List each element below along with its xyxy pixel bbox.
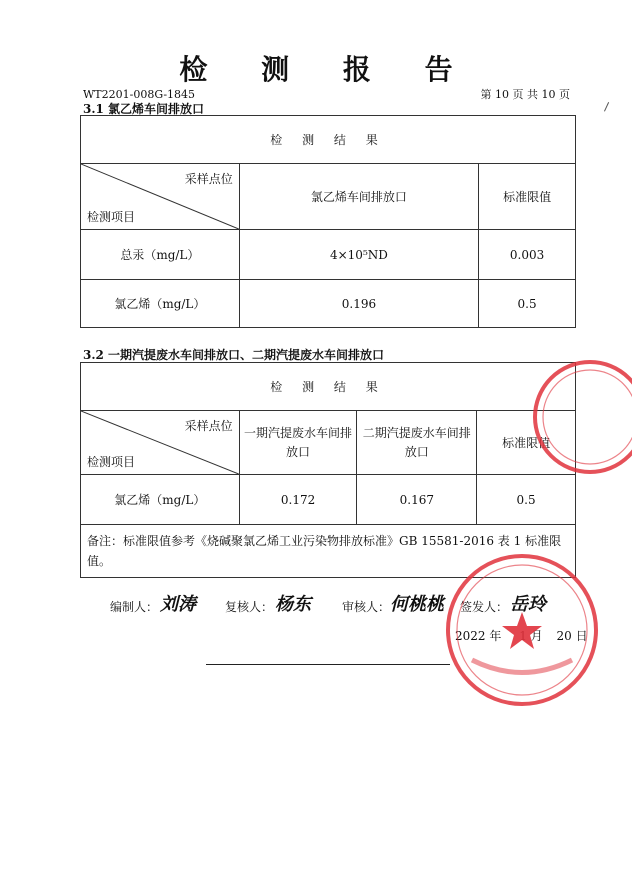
reviewer-label: 复核人： (225, 600, 274, 614)
partial-stamp-seal (500, 355, 632, 480)
test-item-label: 检测项目 (87, 455, 136, 469)
limit-column-header: 标准限值 (477, 411, 576, 475)
site1-column-header: 一期汽提废水车间排放口 (239, 411, 357, 475)
section-1-title: 3.1 氯乙烯车间排放口 (83, 102, 205, 116)
section-2-title: 3.2 一期汽提废水车间排放口、二期汽提废水车间排放口 (83, 348, 385, 362)
editor-signature: 刘涛 (160, 594, 196, 615)
report-number: WT2201-008G-1845 (83, 88, 196, 101)
page-number: 第 10 页 共 10 页 (480, 88, 570, 101)
date-month-unit: 月 (530, 629, 543, 643)
date-year-unit: 年 (489, 629, 502, 643)
site-column-header: 氯乙烯车间排放口 (239, 164, 478, 230)
sampling-point-label: 采样点位 (184, 172, 233, 186)
date-year: 2022 (455, 629, 486, 643)
table-row (81, 475, 576, 525)
auditor-label: 审核人： (342, 600, 391, 614)
item-cell: 氯乙烯（mg/L） (81, 280, 240, 328)
issuer-signature: 岳玲 (510, 594, 546, 615)
page-title: 检 测 报 告 (179, 53, 475, 86)
issuer-label: 签发人： (460, 600, 509, 614)
results-header: 检 测 结 果 (81, 363, 576, 411)
results-table-1 (80, 115, 576, 328)
reviewer-signature: 杨东 (275, 594, 311, 615)
editor-label: 编制人： (110, 600, 159, 614)
scan-mark (604, 102, 610, 112)
remarks-note: 备注：标准限值参考《烧碱聚氯乙烯工业污染物排放标准》GB 15581-2016 表 1 标准限值。 (81, 525, 576, 578)
limit-cell: 0.5 (477, 475, 576, 525)
results-header: 检 测 结 果 (81, 116, 576, 164)
official-stamp-seal (442, 550, 602, 710)
divider-line (206, 664, 450, 665)
date-day-unit: 日 (575, 629, 588, 643)
table-row (81, 230, 576, 280)
value1-cell: 0.172 (239, 475, 357, 525)
value-cell: 0.196 (239, 280, 478, 328)
item-cell: 氯乙烯（mg/L） (81, 475, 240, 525)
diagonal-header-cell (81, 164, 240, 230)
table-row (81, 280, 576, 328)
test-item-label: 检测项目 (87, 210, 136, 224)
value-cell: 4×10⁵ND (239, 230, 478, 280)
limit-cell: 0.5 (479, 280, 576, 328)
site2-column-header: 二期汽提废水车间排放口 (357, 411, 477, 475)
limit-cell: 0.003 (479, 230, 576, 280)
date-day: 20 (556, 629, 572, 643)
limit-column-header: 标准限值 (479, 164, 576, 230)
diagonal-header-cell (81, 411, 240, 475)
sampling-point-label: 采样点位 (184, 419, 233, 433)
item-cell: 总汞（mg/L） (81, 230, 240, 280)
auditor-signature: 何桃桃 (390, 594, 444, 615)
value2-cell: 0.167 (357, 475, 477, 525)
